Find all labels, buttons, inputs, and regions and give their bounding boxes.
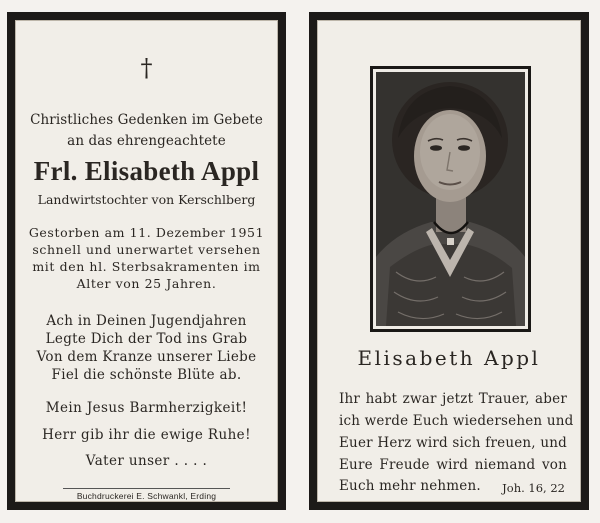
quote-line-3: Euer Herz wird sich freuen, und xyxy=(339,435,567,451)
verse-line-4: Fiel die schönste Blüte ab. xyxy=(51,367,242,383)
portrait-frame xyxy=(370,66,531,332)
cross-symbol: † xyxy=(140,54,153,82)
quote-line-1: Ihr habt zwar jetzt Trauer, aber xyxy=(339,391,567,407)
portrait-illustration xyxy=(376,72,525,326)
death-line-2: schnell und unerwartet versehen xyxy=(32,242,261,257)
prayer-line-3: Vater unser . . . . xyxy=(85,453,208,469)
verse-line-2: Legte Dich der Tod ins Grab xyxy=(45,331,248,347)
memorial-card-right xyxy=(309,12,589,510)
verse-line-3: Von dem Kranze unserer Liebe xyxy=(36,349,257,365)
quote-line-2: ich werde Euch wiedersehen und xyxy=(339,413,574,429)
memorial-card-left xyxy=(7,12,286,510)
death-line-1: Gestorben am 11. Dezember 1951 xyxy=(28,225,265,240)
intro-line-2: an das ehrengeachtete xyxy=(67,133,226,149)
quote-line-5: Euch mehr nehmen. xyxy=(339,478,481,494)
portrait-name: Elisabeth Appl xyxy=(357,346,541,370)
prayer-line-1: Mein Jesus Barmherzigkeit! xyxy=(45,400,248,416)
intro-line-1: Christliches Gedenken im Gebete xyxy=(30,112,263,128)
death-line-3: mit den hl. Sterbsakramenten im xyxy=(32,259,261,274)
deceased-name: Frl. Elisabeth Appl xyxy=(33,156,260,186)
printer-credit: Buchdruckerei E. Schwankl, Erding xyxy=(76,491,217,501)
quote-line-4: Eure Freude wird niemand von xyxy=(339,457,567,473)
verse-line-1: Ach in Deinen Jugendjahren xyxy=(46,313,247,329)
printer-rule xyxy=(63,488,230,489)
death-line-4: Alter von 25 Jahren. xyxy=(76,276,217,291)
portrait-photo xyxy=(376,72,525,326)
deceased-subtitle: Landwirtstochter von Kerschlberg xyxy=(37,192,256,207)
prayer-line-2: Herr gib ihr die ewige Ruhe! xyxy=(42,427,251,443)
bible-reference: Joh. 16, 22 xyxy=(502,481,565,495)
